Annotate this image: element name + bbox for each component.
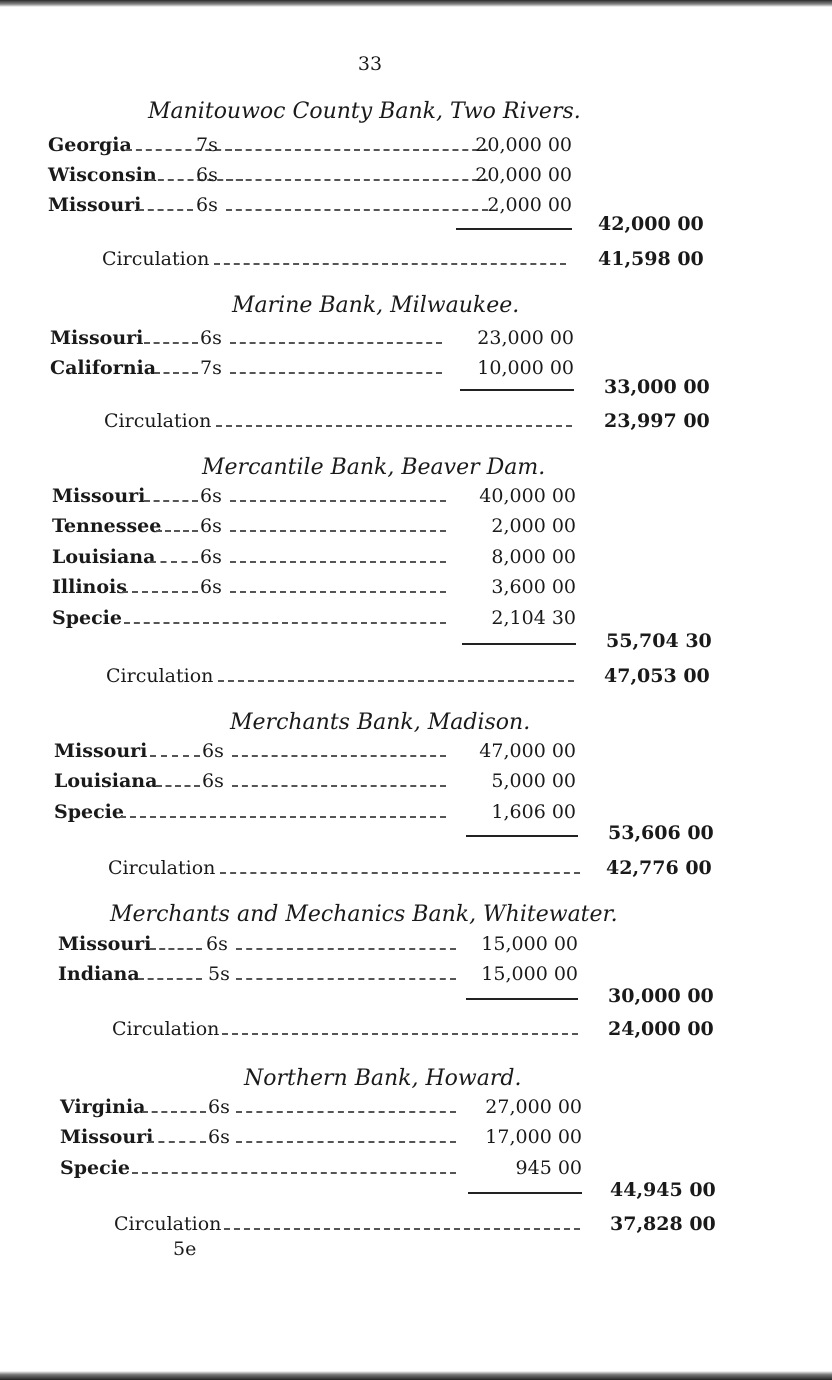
leader-dots: [224, 1228, 580, 1230]
leader-dots: [214, 263, 566, 265]
sum-rule: [468, 1192, 582, 1194]
bank-total: 44,945 00: [610, 1179, 716, 1201]
bank-title: Merchants and Mechanics Bank, Whitewater.: [110, 902, 618, 927]
leader-dots: [230, 372, 442, 374]
holding-security: Indiana: [58, 963, 140, 985]
page-edge-bottom: [0, 1371, 832, 1380]
leader-dots: [124, 622, 446, 624]
holding-amount: 2,104 30: [491, 607, 576, 629]
holding-security: Specie: [60, 1157, 130, 1179]
circulation-row: [114, 1213, 714, 1243]
leader-dots: [230, 342, 442, 344]
holding-amount: 20,000 00: [475, 164, 572, 186]
holding-row: [48, 164, 572, 194]
holding-security: Tennessee: [52, 515, 162, 537]
leader-dots: [226, 179, 488, 181]
holding-security: Louisiana: [52, 546, 156, 568]
holding-amount: 2,000 00: [491, 515, 576, 537]
holding-rate: 7s: [200, 357, 222, 379]
holding-rate: 6s: [200, 327, 222, 349]
leader-dots: [126, 149, 241, 151]
leader-dots: [150, 561, 198, 563]
holding-row: [52, 607, 576, 637]
holding-row: [60, 1126, 582, 1156]
circulation-row: [102, 248, 702, 278]
holding-amount: 27,000 00: [485, 1096, 582, 1118]
holding-security: Wisconsin: [48, 164, 157, 186]
circulation-label: Circulation: [108, 857, 216, 879]
holding-security: Louisiana: [54, 770, 158, 792]
circulation-row: [106, 665, 710, 695]
holding-rate: 6s: [200, 576, 222, 598]
circulation-label: Circulation: [114, 1213, 222, 1235]
bank-title: Manitouwoc County Bank, Two Rivers.: [148, 99, 581, 124]
leader-dots: [236, 1111, 456, 1113]
circulation-label: Circulation: [106, 665, 214, 687]
holding-security: Illinois: [52, 576, 127, 598]
holding-row: [60, 1096, 582, 1126]
holding-security: Missouri: [60, 1126, 154, 1148]
leader-dots: [148, 1141, 206, 1143]
leader-dots: [142, 1111, 206, 1113]
holding-amount: 2,000 00: [487, 194, 572, 216]
holding-row: [54, 740, 576, 770]
bank-total: 33,000 00: [604, 376, 710, 398]
leader-dots: [226, 209, 488, 211]
leader-dots: [236, 948, 456, 950]
holding-security: Specie: [54, 801, 124, 823]
circulation-amount: 47,053 00: [604, 665, 710, 687]
holding-amount: 1,606 00: [491, 801, 576, 823]
sum-rule: [456, 228, 572, 230]
leader-dots: [156, 785, 200, 787]
leader-dots: [144, 500, 198, 502]
bank-title: Northern Bank, Howard.: [244, 1066, 522, 1091]
leader-dots: [230, 561, 446, 563]
holding-row: [48, 194, 572, 224]
leader-dots: [230, 591, 446, 593]
bank-title: Merchants Bank, Madison.: [230, 710, 531, 735]
leader-dots: [232, 755, 446, 757]
holding-row: [48, 134, 572, 164]
leader-dots: [230, 500, 446, 502]
holding-security: California: [50, 357, 157, 379]
sum-rule: [462, 643, 576, 645]
holding-security: Missouri: [52, 485, 146, 507]
holding-rate: 6s: [202, 770, 224, 792]
holding-rate: 6s: [208, 1096, 230, 1118]
leader-dots: [150, 948, 202, 950]
holding-amount: 10,000 00: [477, 357, 574, 379]
holding-rate: 6s: [196, 194, 218, 216]
circulation-label: Circulation: [102, 248, 210, 270]
holding-amount: 15,000 00: [481, 933, 578, 955]
holding-amount: 8,000 00: [491, 546, 576, 568]
page-number: 33: [357, 53, 383, 75]
leader-dots: [226, 149, 488, 151]
sum-rule: [460, 389, 574, 391]
holding-rate: 5s: [208, 963, 230, 985]
leader-dots: [222, 1033, 578, 1035]
holding-row: [50, 357, 574, 387]
bank-total: 53,606 00: [608, 822, 714, 844]
holding-row: [52, 576, 576, 606]
leader-dots: [156, 530, 198, 532]
holding-rate: 6s: [200, 546, 222, 568]
circulation-amount: 41,598 00: [598, 248, 704, 270]
leader-dots: [120, 816, 446, 818]
holding-rate: 6s: [200, 485, 222, 507]
holding-rate: 7s: [196, 134, 218, 156]
holding-security: Missouri: [58, 933, 152, 955]
holding-row: [58, 933, 578, 963]
holding-row: [52, 546, 576, 576]
circulation-row: [112, 1018, 714, 1048]
circulation-row: [104, 410, 710, 440]
holding-row: [52, 485, 576, 515]
leader-dots: [144, 342, 198, 344]
holding-amount: 5,000 00: [491, 770, 576, 792]
holding-row: [52, 515, 576, 545]
holding-rate: 6s: [206, 933, 228, 955]
leader-dots: [220, 872, 580, 874]
circulation-amount: 37,828 00: [610, 1213, 716, 1235]
holding-amount: 3,600 00: [491, 576, 576, 598]
holding-row: [60, 1157, 582, 1187]
holding-amount: 17,000 00: [485, 1126, 582, 1148]
holding-rate: 6s: [208, 1126, 230, 1148]
page-edge-top: [0, 0, 832, 7]
holding-amount: 47,000 00: [479, 740, 576, 762]
holding-row: [58, 963, 578, 993]
leader-dots: [216, 425, 572, 427]
sum-rule: [466, 835, 578, 837]
holding-row: [54, 770, 576, 800]
signature-mark: 5e: [173, 1238, 197, 1260]
bank-total: 30,000 00: [608, 985, 714, 1007]
holding-amount: 15,000 00: [481, 963, 578, 985]
leader-dots: [236, 978, 456, 980]
leader-dots: [138, 209, 193, 211]
holding-security: Georgia: [48, 134, 132, 156]
holding-security: Missouri: [48, 194, 142, 216]
holding-rate: 6s: [196, 164, 218, 186]
holding-security: Missouri: [54, 740, 148, 762]
leader-dots: [154, 372, 198, 374]
holding-row: [50, 327, 574, 357]
holding-row: [54, 801, 576, 831]
leader-dots: [230, 530, 446, 532]
holding-rate: 6s: [200, 515, 222, 537]
leader-dots: [138, 978, 202, 980]
bank-total: 42,000 00: [598, 213, 704, 235]
bank-total: 55,704 30: [606, 630, 712, 652]
holding-security: Specie: [52, 607, 122, 629]
circulation-amount: 23,997 00: [604, 410, 710, 432]
holding-amount: 20,000 00: [475, 134, 572, 156]
holding-security: Missouri: [50, 327, 144, 349]
holding-amount: 40,000 00: [479, 485, 576, 507]
circulation-row: [108, 857, 712, 887]
leader-dots: [218, 680, 574, 682]
holding-rate: 6s: [202, 740, 224, 762]
holding-security: Virginia: [60, 1096, 146, 1118]
circulation-amount: 24,000 00: [608, 1018, 714, 1040]
sum-rule: [466, 998, 578, 1000]
bank-title: Marine Bank, Milwaukee.: [232, 293, 520, 318]
holding-amount: 23,000 00: [477, 327, 574, 349]
leader-dots: [150, 755, 200, 757]
leader-dots: [232, 785, 446, 787]
bank-title: Mercantile Bank, Beaver Dam.: [202, 455, 546, 480]
leader-dots: [122, 591, 198, 593]
circulation-label: Circulation: [104, 410, 212, 432]
leader-dots: [132, 1172, 456, 1174]
circulation-label: Circulation: [112, 1018, 220, 1040]
holding-amount: 945 00: [515, 1157, 582, 1179]
circulation-amount: 42,776 00: [606, 857, 712, 879]
leader-dots: [236, 1141, 456, 1143]
